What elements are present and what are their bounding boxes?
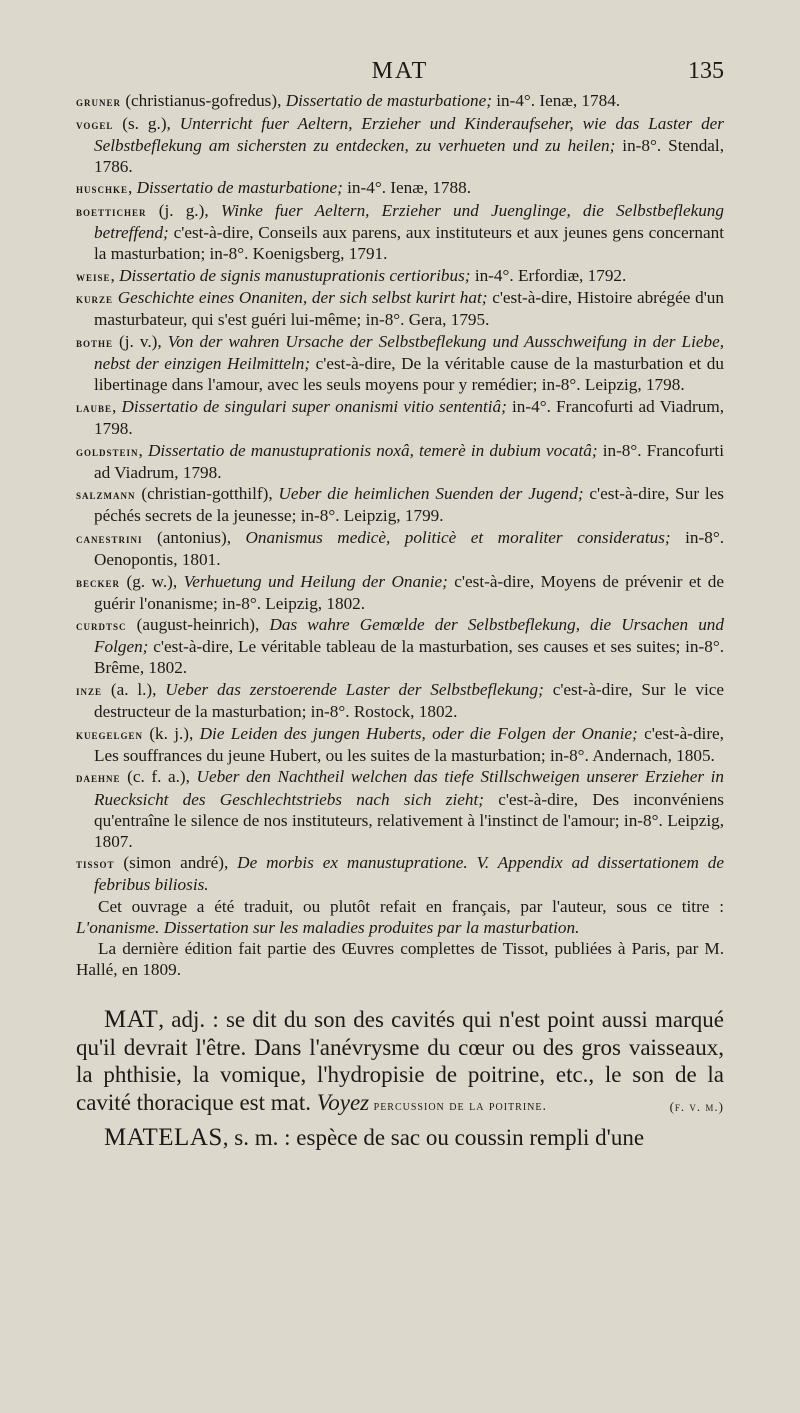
entry-imprint: in-8°. Oenopontis, 1801. <box>94 527 724 569</box>
headword-mat: MAT <box>104 1006 159 1034</box>
page-header <box>76 58 724 88</box>
entry-imprint: c'est-à-dire, Les souffrances du jeune Hubert, ou les suites de la masturbation; in-8°. Andernach, 1805. <box>94 723 724 765</box>
entry-author: kurze <box>76 291 114 307</box>
cross-reference: percussion de la poitrine. <box>369 1098 547 1114</box>
entry-author-details: (christianus-g <box>121 91 220 110</box>
entry-matelas <box>76 1124 724 1152</box>
entry-author: inze <box>76 683 103 699</box>
definition-matelas: espèce de sac ou coussin rempli d'une <box>296 1125 645 1151</box>
bibliography-entry <box>76 440 724 483</box>
entry-author: goldstein <box>76 443 139 459</box>
author-signature: (f. v. m.) <box>669 1098 724 1114</box>
bibliography-entry <box>76 287 724 330</box>
entry-imprint: in-8°. Stendal, 1786. <box>94 135 724 176</box>
entry-imprint: in-4°. Ienæ, 1784. <box>491 91 621 110</box>
entry-author: huschke <box>76 181 129 197</box>
bibliography-entry <box>76 723 724 766</box>
entry-title: Ueber die heimlichen Suenden der Jugend; <box>278 484 584 504</box>
running-head: MAT <box>371 58 429 84</box>
definition-mat: se dit du son des cavités qui n'est point aussi marqué qu'il devrait l'être. Dans l'anévrysme du cœur ou des gros vaisseaux, la phthisie, la vomique, l'hydropisie de poitrine, etc., le son de la cavité thoracique est mat. <box>76 1007 724 1115</box>
bibliography-entry <box>76 113 724 177</box>
translated-title: L'onanisme. Dissertation sur les maladies produites par la masturbation. <box>76 918 580 938</box>
entry-title: Ueber das zerstoerende Laster der Selbstbeflekung; <box>165 680 544 700</box>
entry-title: Dissertatio de masturbatione; <box>285 91 492 110</box>
entry-author: weise <box>76 268 111 284</box>
entry-title: Dissertatio de singulari super onanismi vitio sententiâ; <box>121 396 507 416</box>
bibliography-entry <box>76 527 724 570</box>
entry-imprint: in-8°. Francofurti ad Viadrum, 1798. <box>94 440 724 482</box>
entry-author-details: (s. g.), <box>113 113 180 133</box>
entry-author-details: (august-heinrich), <box>126 615 270 635</box>
entry-author: gruner <box>76 94 122 109</box>
entry-author: canestrini <box>76 530 143 546</box>
bibliography-entry <box>76 331 724 395</box>
entry-imprint: c'est-à-dire, Sur le vice destructeur de la masturbation; in-8°. Rostock, 1802. <box>94 680 724 722</box>
entry-author-details: (j. v.), <box>113 332 168 352</box>
bibliography-entry <box>76 265 724 287</box>
entry-title: Von der wahren Ursache der Selbstbeflekung und Ausschweifung in der Liebe, nebst der einzigen Heilmitteln; <box>94 332 724 374</box>
entry-imprint: in-4°. Erfordiæ, 1792. <box>470 265 627 285</box>
edition-note: La dernière édition fait partie des Œuvres complettes de Tissot, publiées à Paris, par M. Hallé, en 1809. <box>76 939 724 980</box>
entry-author-details: , <box>128 178 137 198</box>
entry-author-details: (christian-gotthilf), <box>135 484 279 504</box>
entry-author: laube <box>76 399 113 415</box>
entry-author-details: (simon andré), <box>114 853 238 873</box>
entry-title: Onanismus medicè, politicè et moraliter consideratus; <box>245 527 671 547</box>
entry-author: vogel <box>76 116 114 132</box>
bibliography-entry <box>76 200 724 264</box>
bibliography-entry <box>76 571 724 614</box>
entry-mat <box>76 1006 724 1120</box>
entry-imprint: c'est-à-dire, De la véritable cause de la masturbation et du libertinage dans l'amour, avec les seuls moyens pour y remédier; in-8°. Leipzig, 1798. <box>94 354 724 395</box>
entry-author-details: (j. g.), <box>146 200 221 220</box>
entry-imprint: c'est-à-dire, Histoire abrégée d'un masturbateur, qui s'est guéri lui-même; in-8°. Gera, 1795. <box>94 288 724 330</box>
bibliography-entry <box>76 766 724 851</box>
pos-matelas: , s. m. : <box>222 1125 297 1151</box>
entry-imprint: c'est-à-dire, Moyens de prévenir et de guérir l'onanisme; in-8°. Leipzig, 1802. <box>94 571 724 613</box>
entry-title: Dissertatio de masturbatione; <box>136 178 343 198</box>
entry-title: Winke fuer Aeltern, Erzieher und Juenglinge, die Selbstbeflekung betreffend; <box>94 200 724 243</box>
bibliography-list <box>76 90 724 895</box>
entry-author: curdtsc <box>76 618 127 634</box>
entry-author-details: (k. j.), <box>143 723 200 743</box>
voyez-label: Voyez <box>316 1089 370 1115</box>
entry-title: De morbis ex manustupratione. V. Appendix ad dissertationem de febribus biliosis. <box>94 853 725 895</box>
page-number: 135 <box>688 58 724 84</box>
bibliography-entry <box>76 177 724 199</box>
entry-author-details: (antonius), <box>142 527 246 547</box>
entry-imprint: c'est-à-dire, Conseils aux parens, aux instituteurs et aux jeunes gens concernant la masturbation; in-8°. Koenigsberg, 1791. <box>94 223 724 264</box>
dictionary-entries <box>76 1006 724 1152</box>
bibliography-entry <box>76 614 724 678</box>
bibliography-entry <box>76 90 724 112</box>
entry-author: salzmann <box>76 487 136 503</box>
entry-author: becker <box>76 574 121 590</box>
entry-imprint: c'est-à-dire, Le véritable tableau de la masturbation, ses causes et ses suites; in-8°. Brême, 1802. <box>94 637 724 678</box>
entry-author: bothe <box>76 335 114 351</box>
entry-author-details: (c. f. a.), <box>120 767 197 787</box>
entry-author: tissot <box>76 856 115 872</box>
bibliography-entry <box>76 852 724 895</box>
entry-title: Die Leiden des jungen Huberts, oder die Folgen der Onanie; <box>199 723 638 743</box>
entry-title: Verhuetung und Heilung der Onanie; <box>183 571 448 591</box>
entry-imprint: c'est-à-dire, Sur les péchés secrets de la jeunesse; in-8°. Leipzig, 1799. <box>94 484 724 526</box>
pos-mat: , adj. : <box>158 1007 226 1033</box>
entry-author-details: (g. w.), <box>120 571 184 591</box>
entry-title: Ueber den Nachtheil welchen das tiefe Stillschweigen unserer Erzieher in Ruecksicht des Geschlechtstriebs nach sich zieht; <box>94 767 724 809</box>
bibliography-entry <box>76 679 724 722</box>
entry-title: Unterricht fuer Aeltern, Erzieher und Kinderaufseher, wie das Laster der Selbstbeflekung am sichersten zu entdecken, zu verhueten und zu heilen; <box>94 113 724 155</box>
entry-title: Dissertatio de manustuprationis noxâ, temerè in dubium vocatâ; <box>147 440 598 460</box>
entry-imprint: in-4°. Ienæ, 1788. <box>342 178 471 198</box>
entry-title: Geschichte eines Onaniten, der sich selbst kurirt hat; <box>117 288 488 308</box>
entry-title: Das wahre Gemœlde der Selbstbeflekung, die Ursachen und Folgen; <box>94 615 724 657</box>
bibliography-entry <box>76 396 724 439</box>
entry-author: kuegelgen <box>76 726 144 742</box>
entry-author-details: (a. l.), <box>102 680 166 700</box>
entry-author-details: , <box>138 440 148 460</box>
entry-imprint: in-4°. Francofurti ad Viadrum, 1798. <box>94 396 724 438</box>
bibliography-entry <box>76 483 724 526</box>
entry-author-details: , <box>112 396 122 416</box>
headword-matelas: MATELAS <box>104 1124 223 1152</box>
entry-title: Dissertatio de signis manustuprationis certioribus; <box>119 265 471 285</box>
entry-imprint: c'est-à-dire, Des inconvéniens qu'entraîne le silence de nos instituteurs, relativement à l'instinct de l'amour; in-8°. Leipzig, 1807. <box>94 789 724 851</box>
entry-author: daehne <box>76 770 121 786</box>
entry-author-details-cont: ofredus), <box>219 91 286 110</box>
entry-author-details: , <box>110 265 120 285</box>
entry-author: boetticher <box>76 203 147 219</box>
translation-note: Cet ouvrage a été traduit, ou plutôt refait en français, par l'auteur, sous ce titre : L'onanisme. Dissertation sur les maladies produites par la masturbation. <box>76 896 724 938</box>
